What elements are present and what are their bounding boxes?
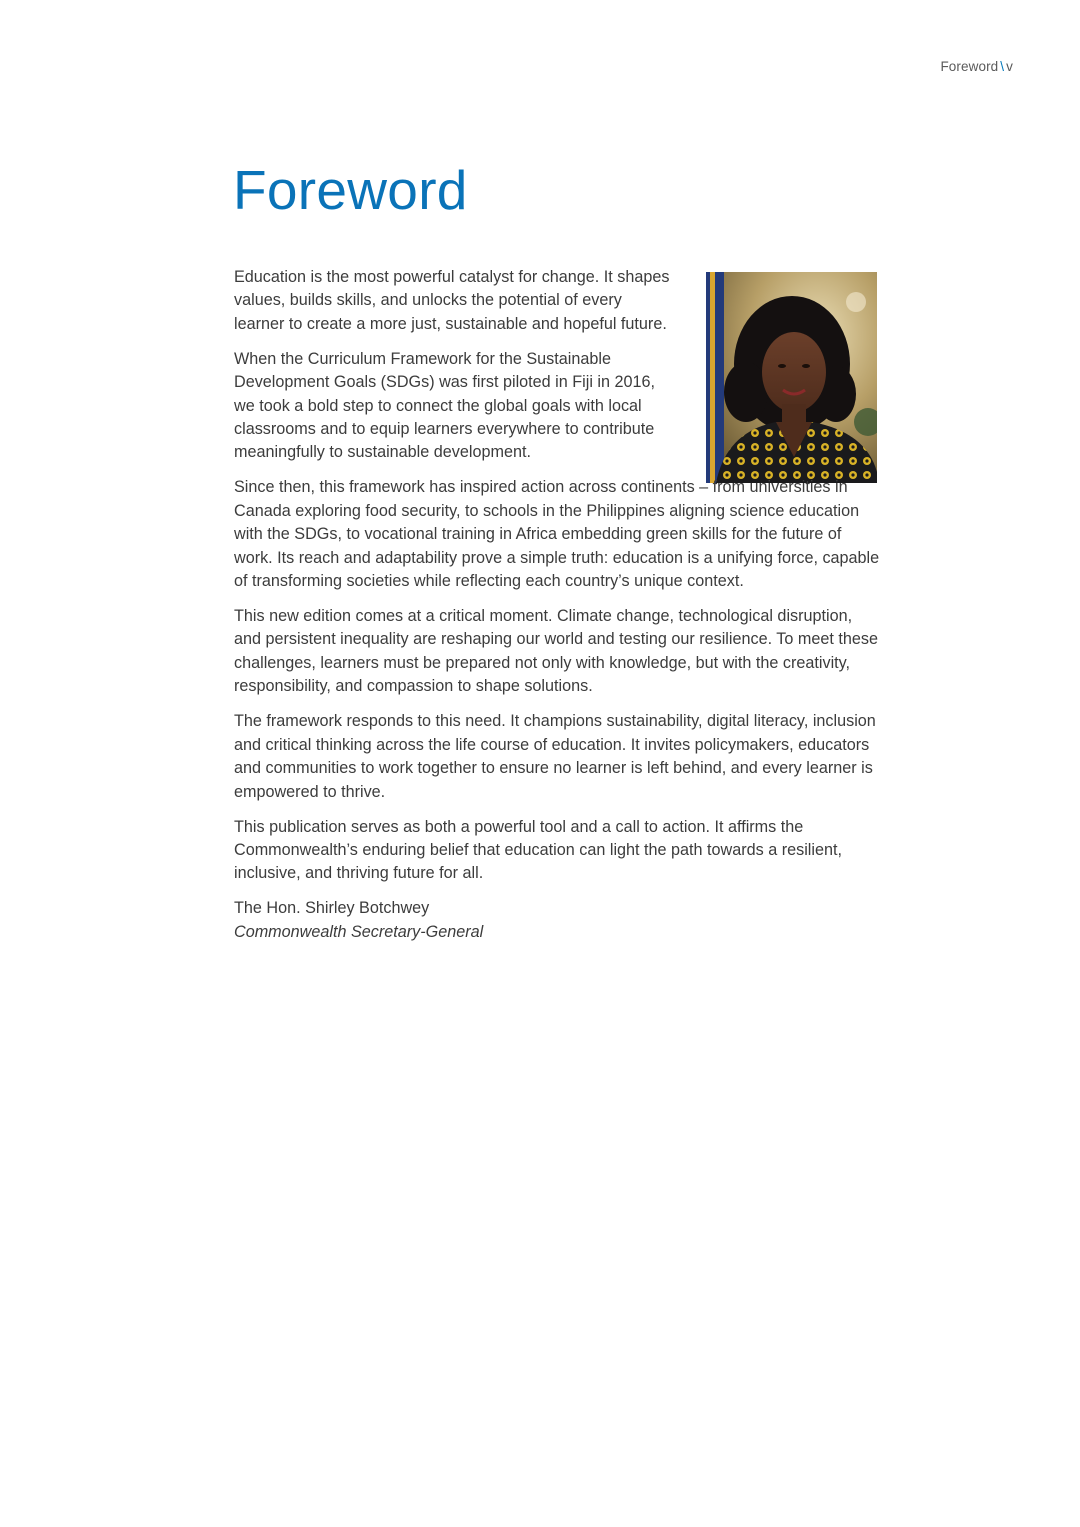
paragraph: Education is the most powerful catalyst for change. It shapes values, builds skills, and unlocks the potential of every learner to create a more just, sustainable and hopeful future.: [234, 268, 670, 333]
signatory-name: The Hon. Shirley Botchwey: [234, 899, 430, 918]
page-title: Foreword: [233, 159, 468, 221]
signature-block: [234, 897, 882, 944]
running-header: [940, 59, 1013, 74]
running-header-section: Foreword: [940, 59, 999, 74]
paragraph: The framework responds to this need. It champions sustainability, digital literacy, inclusion and critical thinking across the life course of education. It invites policymakers, educators and communities to work together to ensure no learner is left behind, and every learner is empowered to thrive.: [234, 712, 876, 801]
paragraph: Since then, this framework has inspired action across continents – from universities in Canada exploring food security, to schools in the Philippines aligning science education with the SDGs, to vocational training in Africa embedding green skills for the future of work. Its reach and adaptability prove a simple truth: education is a unifying force, capable of transforming societies while reflecting each country’s unique context.: [234, 478, 880, 591]
running-header-separator: \: [1000, 59, 1005, 74]
paragraph: This new edition comes at a critical moment. Climate change, technological disruption, and persistent inequality are reshaping our world and testing our resilience. To meet these challenges, learners must be prepared not only with knowledge, but with the creativity, responsibility, and compassion to shape solutions.: [234, 607, 878, 696]
signatory-role: Commonwealth Secretary-General: [234, 922, 484, 941]
foreword-body: [234, 266, 882, 944]
paragraph: This publication serves as both a powerful tool and a call to action. It affirms the Commonwealth’s enduring belief that education can light the path towards a resilient, inclusive, and thriving future for all.: [234, 817, 842, 883]
page-number: v: [1006, 59, 1013, 74]
paragraph: When the Curriculum Framework for the Sustainable Development Goals (SDGs) was first piloted in Fiji in 2016, we took a bold step to connect the global goals with local classrooms and to equip learners everywhere to contribute meaningfully to sustainable development.: [234, 349, 656, 462]
